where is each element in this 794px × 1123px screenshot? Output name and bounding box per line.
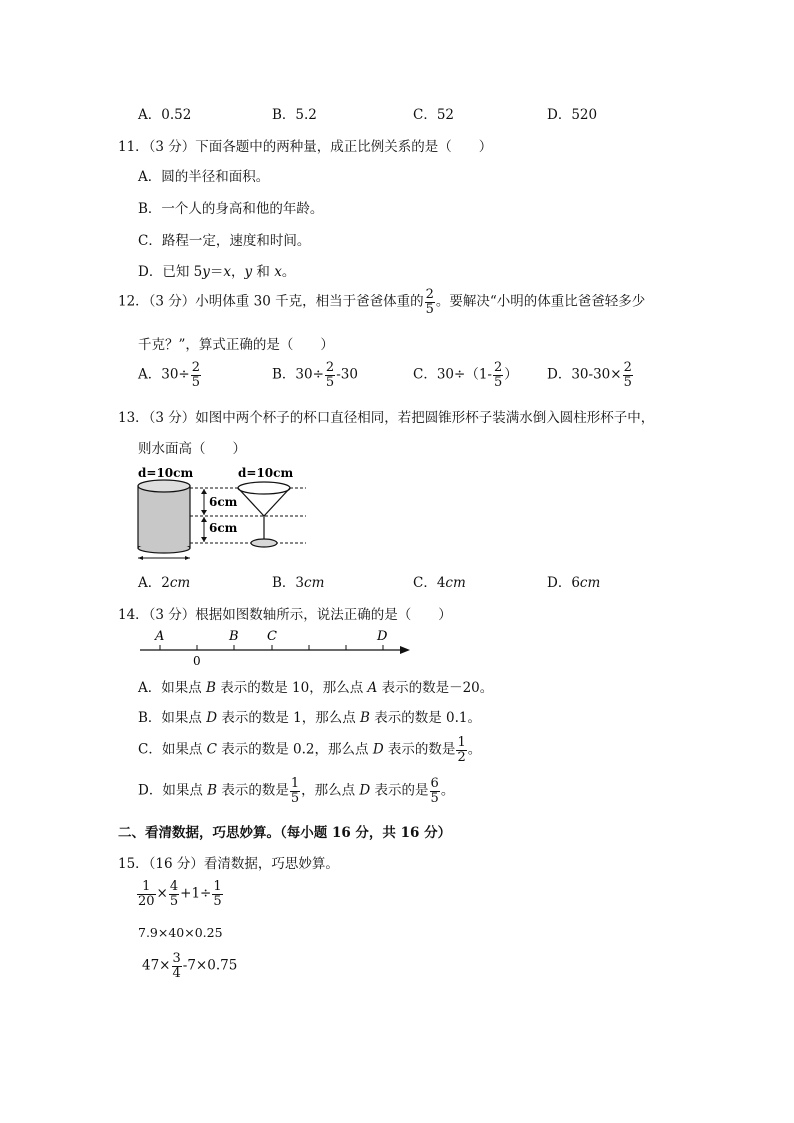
point-label-b: B (229, 629, 239, 644)
q14-option-a (138, 676, 493, 696)
q13-c-label: C．4 (413, 575, 446, 591)
q12-a-frac (191, 361, 201, 389)
q14-d-frac2 (430, 777, 440, 805)
q14-d-text2: 表示的数是 (217, 782, 289, 799)
q14-c-num: 1 (457, 735, 466, 750)
q12-d-den: 5 (623, 374, 632, 390)
q12-c-post: ） (504, 366, 518, 383)
q11-d-eq: ＝ (209, 264, 224, 280)
q13-option-d (547, 571, 600, 591)
q15-e1-frac3 (212, 880, 222, 908)
q15-stem: 15．（16 分）看清数据，巧思妙算。 (118, 856, 339, 872)
q13-c-unit: cm (445, 575, 466, 591)
q14-c-point2: D (372, 741, 384, 758)
q10-option-a: A．0.52 (138, 107, 192, 123)
cylinder-diameter-label: d=10cm (138, 466, 194, 480)
q14-a-point1: B (206, 680, 216, 696)
q13-a-unit: cm (169, 575, 191, 591)
q12-d-frac (623, 361, 633, 389)
q12-option-c (413, 361, 518, 389)
q15-e1-frac1 (137, 880, 156, 908)
q12-frac-den: 5 (425, 301, 434, 317)
point-label-c: C (267, 629, 277, 644)
q14-a-text1: A．如果点 (138, 680, 207, 696)
q15-expression-3 (142, 952, 237, 980)
height-label-top: 6cm (209, 495, 238, 509)
q14-c-den: 2 (457, 749, 466, 765)
q15-e1-mid: +1÷ (180, 885, 212, 902)
cone-diameter-label: d=10cm (238, 466, 294, 480)
q13-stem-b: 则水面高（ ） (138, 441, 246, 457)
q12-b-den: 5 (325, 374, 335, 390)
q14-option-d (138, 777, 454, 805)
point-label-d: D (377, 629, 388, 644)
q11-d-var-x: x (223, 264, 231, 280)
q15-expression-1 (136, 880, 224, 908)
q14-d-text3: ，那么点 (301, 782, 360, 799)
q15-e1-n3: 1 (213, 879, 222, 894)
q12-b-frac (325, 361, 335, 389)
q14-b-point1: D (206, 710, 218, 726)
q14-d-num2: 6 (430, 776, 439, 791)
q13-b-unit: cm (304, 575, 325, 591)
q12-d-pre: D．30-30× (547, 366, 622, 383)
q12-c-pre: C．30÷（1- (413, 366, 492, 383)
q14-option-c (138, 736, 481, 764)
q15-e3-pre: 47× (142, 957, 171, 974)
q12-c-frac (493, 361, 503, 389)
q10-option-c: C．52 (413, 107, 455, 123)
q12-b-post: -30 (336, 366, 358, 383)
q14-d-num1: 1 (290, 776, 300, 791)
q14-d-den2: 5 (430, 790, 439, 806)
q14-d-text4: 表示的是 (370, 782, 429, 799)
q15-e3-num: 3 (172, 951, 181, 966)
q13-b-label: B．3 (272, 575, 305, 591)
q15-e1-d3: 5 (213, 893, 222, 909)
q14-c-text2: 表示的数是 0.2，那么点 (216, 741, 373, 758)
q15-e3-frac (172, 952, 182, 980)
q10-option-b: B．5.2 (272, 107, 317, 123)
q14-d-point1: B (207, 782, 218, 799)
q14-b-text3: 表示的数是 0.1。 (369, 710, 481, 726)
q15-e1-d1: 20 (138, 893, 155, 909)
q11-d-var-y2: y (244, 264, 253, 280)
q12-d-num: 2 (623, 360, 632, 375)
q12-stem-a: 12．（3 分）小明体重 30 千克，相当于爸爸体重的 (118, 293, 424, 310)
q13-cups-figure (134, 462, 310, 560)
point-label-a: A (155, 629, 165, 644)
q12-a-num: 2 (191, 360, 201, 375)
q15-e3-den: 4 (172, 965, 181, 981)
q11-d-prefix: D．已知 5 (138, 264, 203, 280)
q14-c-text3: 表示的数是 (383, 741, 456, 758)
q14-d-text5: 。 (440, 782, 455, 799)
q10-option-d: D．520 (547, 107, 598, 123)
q12-stem-line1 (118, 288, 645, 316)
q14-d-text1: D．如果点 (138, 782, 208, 799)
q12-c-num: 2 (493, 360, 503, 375)
q13-option-b (272, 571, 324, 591)
q15-expression-2: 7.9×40×0.25 (138, 925, 223, 940)
height-label-bottom: 6cm (209, 521, 238, 535)
q15-e1-frac2 (169, 880, 179, 908)
q14-b-text2: 表示的数是 1，那么点 (217, 710, 361, 726)
q12-frac-num: 2 (425, 287, 434, 302)
q14-d-den1: 5 (290, 790, 300, 806)
q11-option-b: B．一个人的身高和他的年龄。 (138, 201, 324, 217)
q14-b-point2: B (360, 710, 370, 726)
q11-d-var-y: y (202, 264, 210, 280)
q12-option-d (547, 361, 634, 389)
q12-a-den: 5 (191, 374, 201, 390)
number-line-figure (138, 624, 413, 668)
q12-fraction (425, 288, 435, 316)
q14-stem: 14．（3 分）根据如图数轴所示，说法正确的是（ ） (118, 607, 452, 623)
q11-d-end: 。 (281, 264, 296, 280)
q14-b-text1: B．如果点 (138, 710, 207, 726)
q12-stem-b: 。要解决“小明的体重比爸爸轻多少 (435, 293, 646, 310)
q12-b-pre: B．30÷ (272, 366, 324, 383)
q15-e3-post: -7×0.75 (182, 957, 238, 974)
q11-d-and: 和 (252, 264, 275, 280)
q14-option-b (138, 706, 481, 726)
q15-e1-n1: 1 (137, 880, 156, 895)
q12-c-den: 5 (493, 374, 503, 390)
q13-d-unit: cm (579, 575, 601, 591)
q12-option-a (138, 361, 202, 389)
q15-e1-op1: × (156, 885, 168, 902)
q14-a-text2: 表示的数是 10，那么点 (215, 680, 368, 696)
q14-c-text4: 。 (467, 741, 482, 758)
q14-a-point2: A (367, 680, 378, 696)
zero-label: 0 (193, 654, 201, 668)
q13-d-label: D．6 (547, 575, 580, 591)
cone-cup (238, 482, 290, 547)
q13-option-a (138, 571, 190, 591)
q11-stem: 11．（3 分）下面各题中的两种量，成正比例关系的是（ ） (118, 139, 493, 155)
q13-a-label: A．2 (138, 575, 170, 591)
q13-stem-a: 13．（3 分）如图中两个杯子的杯口直径相同，若把圆锥形杯子装满水倒入圆柱形杯子中， (118, 410, 655, 426)
section-2-title: 二、看清数据，巧思妙算。（每小题 16 分，共 16 分） (118, 825, 452, 841)
q12-stem-c: 千克？”，算式正确的是（ ） (138, 337, 334, 353)
q12-a-pre: A．30÷ (138, 366, 190, 383)
q15-e1-d2: 5 (169, 893, 179, 909)
cylinder-cup (138, 480, 190, 560)
q12-option-b (272, 361, 358, 389)
q12-b-num: 2 (325, 360, 335, 375)
q14-a-text3: 表示的数是－20。 (377, 680, 494, 696)
q14-d-frac1 (290, 777, 300, 805)
q14-c-text1: C．如果点 (138, 741, 207, 758)
q11-option-c: C．路程一定，速度和时间。 (138, 233, 311, 249)
q11-d-var-x2: x (274, 264, 282, 280)
q14-c-frac (456, 736, 466, 764)
q11-option-d (138, 260, 295, 280)
q14-c-point1: C (206, 741, 217, 758)
q11-option-a: A．圆的半径和面积。 (138, 169, 270, 185)
q13-option-c (413, 571, 466, 591)
q11-d-comma: ， (230, 264, 245, 280)
q15-e1-n2: 4 (169, 879, 179, 894)
q14-d-point2: D (359, 782, 371, 799)
number-line-arrow-icon (400, 646, 410, 654)
